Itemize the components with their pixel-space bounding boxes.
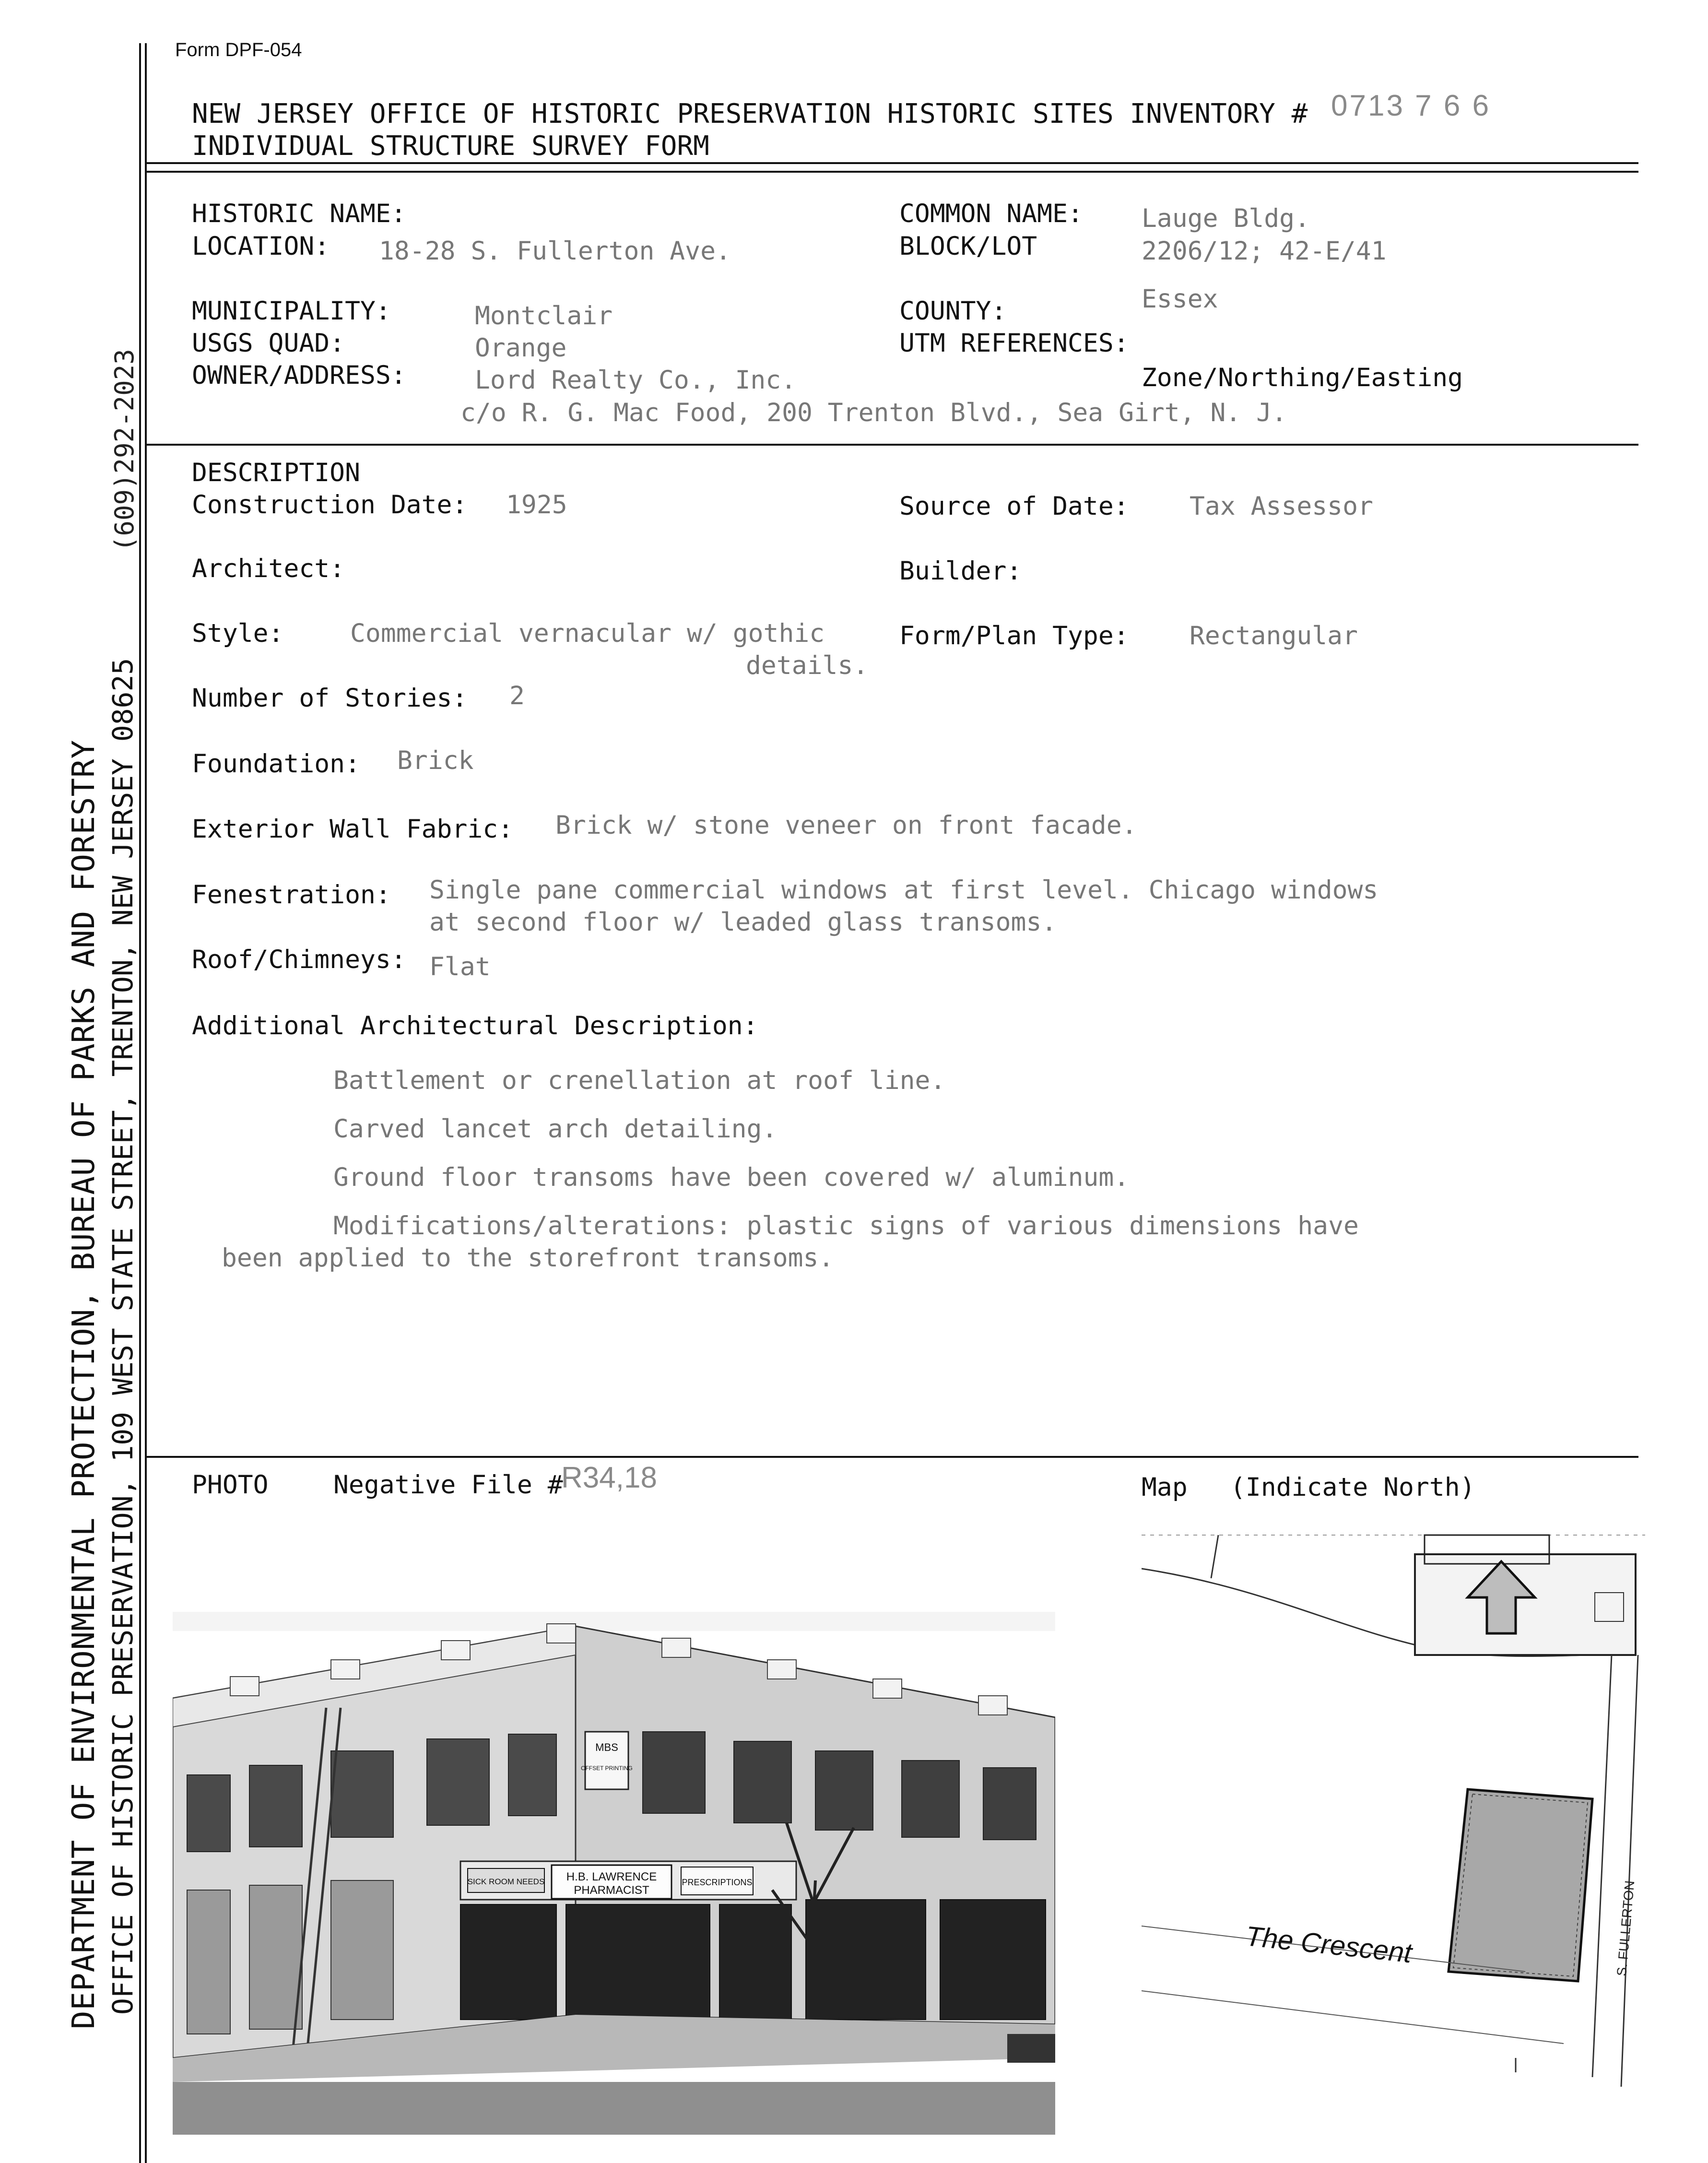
header-title-line1: NEW JERSEY OFFICE OF HISTORIC PRESERVATION HISTORIC SITES INVENTORY # bbox=[192, 98, 1308, 130]
roof-chimneys-label: Roof/Chimneys: bbox=[192, 945, 406, 974]
block-lot-label: BLOCK/LOT bbox=[899, 232, 1037, 261]
county-label: COUNTY: bbox=[899, 296, 1007, 326]
foundation-label: Foundation: bbox=[192, 749, 360, 779]
site-map bbox=[1142, 1516, 1645, 2092]
description-rule bbox=[147, 1456, 1638, 1458]
construction-date-value: 1925 bbox=[506, 490, 567, 520]
header-title-line2: INDIVIDUAL STRUCTURE SURVEY FORM bbox=[192, 130, 709, 162]
header-rule-1 bbox=[147, 162, 1638, 164]
additional-line-3: Ground floor transoms have been covered w/ aluminum. bbox=[333, 1163, 1130, 1192]
construction-date-label: Construction Date: bbox=[192, 490, 468, 520]
stories-value: 2 bbox=[509, 681, 525, 710]
photo-sign-sickroom: SICK ROOM NEEDS bbox=[467, 1877, 545, 1886]
source-of-date-label: Source of Date: bbox=[899, 492, 1129, 521]
block-lot-value: 2206/12; 42-E/41 bbox=[1142, 236, 1387, 266]
zone-northing-easting-label: Zone/Northing/Easting bbox=[1142, 363, 1463, 392]
source-of-date-value: Tax Assessor bbox=[1190, 492, 1373, 521]
owner-value: Lord Realty Co., Inc. bbox=[475, 366, 797, 395]
map-label: Map bbox=[1142, 1473, 1188, 1502]
form-plan-value: Rectangular bbox=[1190, 621, 1358, 650]
additional-description-label: Additional Architectural Description: bbox=[192, 1011, 758, 1040]
wall-fabric-value: Brick w/ stone veneer on front facade. bbox=[555, 811, 1137, 840]
historic-name-label: HISTORIC NAME: bbox=[192, 199, 406, 228]
utm-references-label: UTM REFERENCES: bbox=[899, 329, 1129, 358]
additional-line-4: Modifications/alterations: plastic signs of various dimensions have bbox=[333, 1211, 1359, 1241]
fenestration-value-line1: Single pane commercial windows at first level. Chicago windows bbox=[429, 875, 1378, 905]
identification-rule bbox=[147, 444, 1638, 446]
side-office: OFFICE OF HISTORIC PRESERVATION, 109 WEST STATE STREET, TRENTON, NEW JERSEY 08625 bbox=[106, 658, 139, 2015]
builder-label: Builder: bbox=[899, 556, 1022, 586]
stories-label: Number of Stories: bbox=[192, 684, 468, 713]
county-value: Essex bbox=[1142, 284, 1218, 314]
photo-sign-offset: OFFSET PRINTING bbox=[581, 1765, 633, 1772]
inventory-number: 0713 7 6 6 bbox=[1331, 89, 1491, 122]
side-phone: (609)292-2023 bbox=[109, 349, 140, 552]
additional-line-5: been applied to the storefront transoms. bbox=[222, 1243, 834, 1273]
form-plan-label: Form/Plan Type: bbox=[899, 621, 1129, 650]
building-photo bbox=[173, 1516, 1055, 2135]
foundation-value: Brick bbox=[397, 746, 474, 775]
photo-sign-lawrence: H.B. LAWRENCE bbox=[566, 1870, 657, 1883]
owner-address-label: OWNER/ADDRESS: bbox=[192, 361, 406, 390]
common-name-value: Lauge Bldg. bbox=[1142, 204, 1310, 233]
additional-line-1: Battlement or crenellation at roof line. bbox=[333, 1066, 946, 1095]
owner-address-value: c/o R. G. Mac Food, 200 Trenton Blvd., Sea Girt, N. J. bbox=[460, 398, 1287, 427]
left-margin-rule-inner bbox=[145, 43, 147, 2163]
location-label: LOCATION: bbox=[192, 232, 330, 261]
form-id: Form DPF-054 bbox=[175, 39, 302, 60]
usgs-quad-value: Orange bbox=[475, 333, 567, 363]
location-value: 18-28 S. Fullerton Ave. bbox=[379, 236, 731, 266]
header-rule-2 bbox=[147, 171, 1638, 173]
style-value-line1: Commercial vernacular w/ gothic bbox=[350, 619, 825, 648]
roof-chimneys-value: Flat bbox=[429, 952, 491, 981]
description-heading: DESCRIPTION bbox=[192, 458, 360, 487]
indicate-north-label: (Indicate North) bbox=[1230, 1473, 1475, 1502]
municipality-value: Montclair bbox=[475, 301, 613, 331]
photo-sign-prescriptions: PRESCRIPTIONS bbox=[682, 1878, 753, 1887]
photo-sign-mbs: MBS bbox=[595, 1741, 618, 1753]
wall-fabric-label: Exterior Wall Fabric: bbox=[192, 815, 514, 844]
style-value-line2: details. bbox=[746, 651, 869, 680]
style-label: Style: bbox=[192, 619, 284, 648]
usgs-quad-label: USGS QUAD: bbox=[192, 329, 345, 358]
site-map-drawing bbox=[1142, 1516, 1645, 2092]
negative-file-label: Negative File # bbox=[333, 1470, 563, 1500]
side-department: DEPARTMENT OF ENVIRONMENTAL PROTECTION, BUREAU OF PARKS AND FORESTRY bbox=[66, 739, 102, 2029]
additional-line-2: Carved lancet arch detailing. bbox=[333, 1114, 777, 1144]
negative-file-number: R34,18 bbox=[561, 1461, 657, 1494]
photo-label: PHOTO bbox=[192, 1470, 269, 1500]
map-street-crescent: The Crescent bbox=[1244, 1920, 1414, 1969]
building-photo-illustration bbox=[173, 1516, 1055, 2135]
common-name-label: COMMON NAME: bbox=[899, 199, 1083, 228]
architect-label: Architect: bbox=[192, 554, 345, 583]
fenestration-value-line2: at second floor w/ leaded glass transoms. bbox=[429, 908, 1057, 937]
fenestration-label: Fenestration: bbox=[192, 880, 391, 910]
municipality-label: MUNICIPALITY: bbox=[192, 296, 391, 326]
map-street-fullerton: S. FULLERTON bbox=[1614, 1879, 1637, 1977]
photo-sign-pharmacist: PHARMACIST bbox=[574, 1884, 649, 1897]
